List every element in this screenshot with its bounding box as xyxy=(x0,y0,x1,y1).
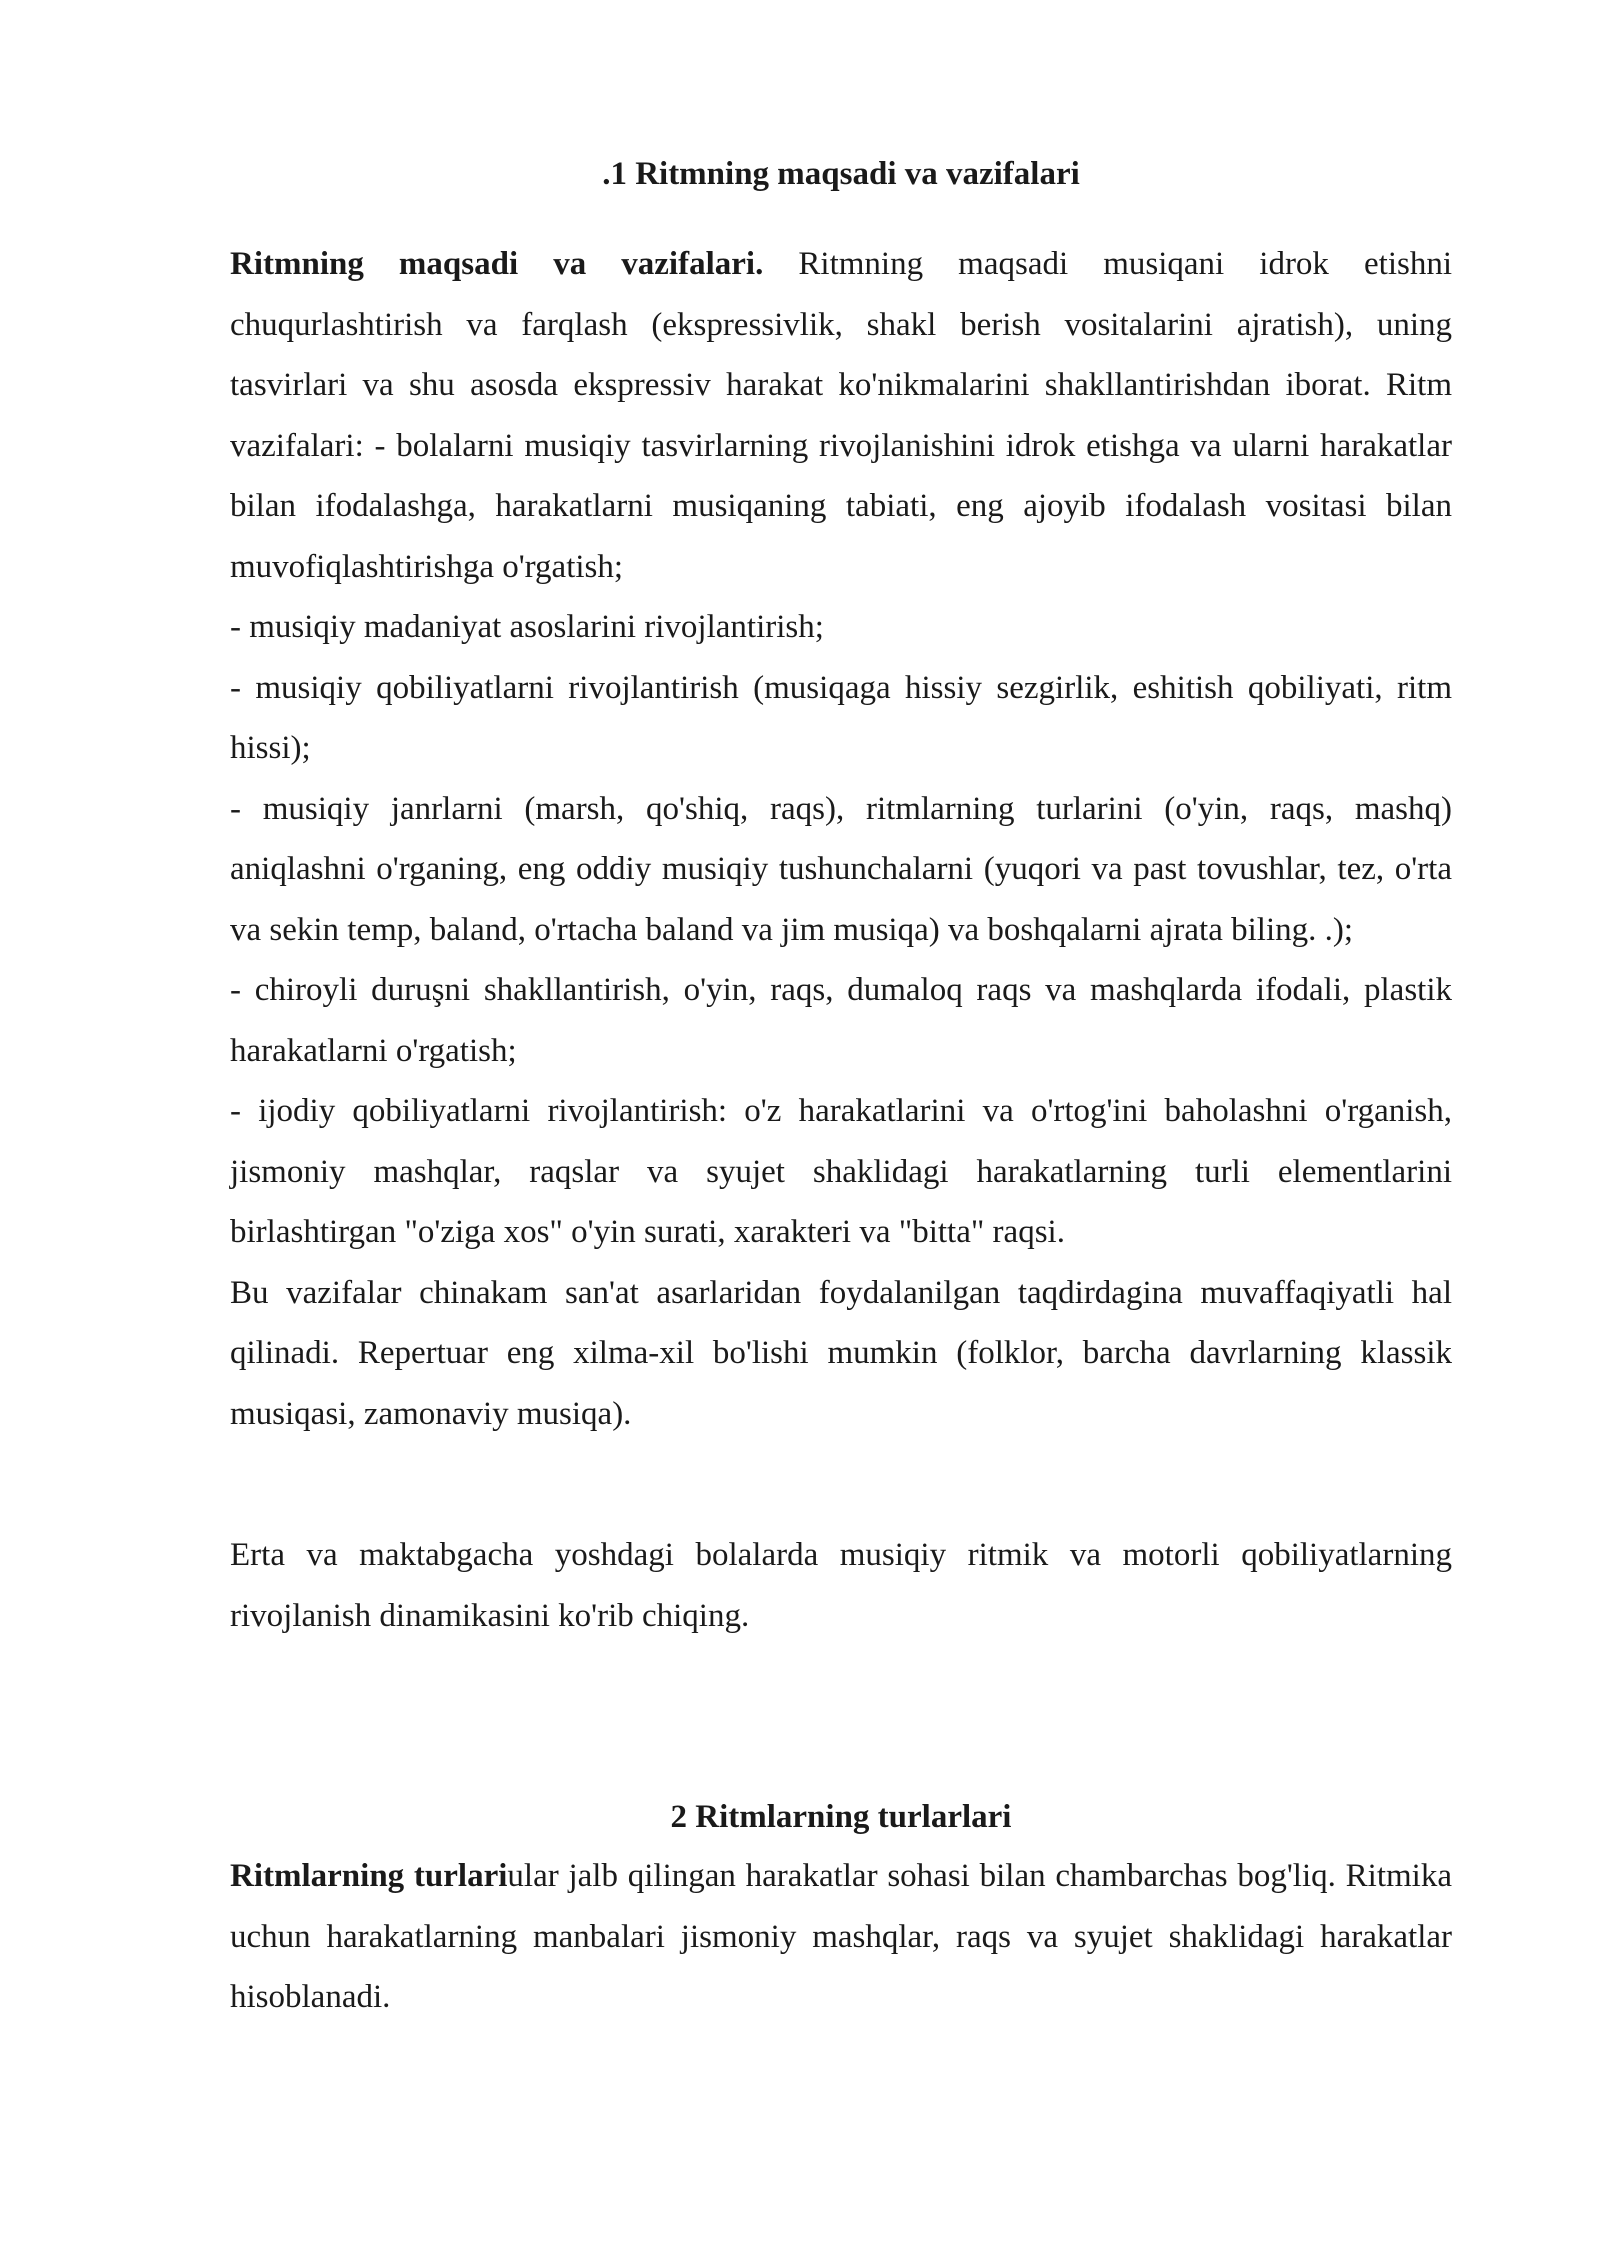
list-item: - ijodiy qobiliyatlarni rivojlantirish: o'z harakatlarini va o'rtog'ini baholashni o'rganish, jismoniy mashqlar, raqslar va syujet shaklidagi harakatlarning turli elementlarini birlashtirgan "o'ziga xos" o'yin surati, xarakteri va "bitta" raqsi. xyxy=(230,1093,1452,1250)
section-1-title: .1 Ritmning maqsadi va vazifalari xyxy=(602,156,1080,192)
section-1-closing xyxy=(230,1525,1452,1646)
section-2-paragraph xyxy=(230,1846,1452,2028)
section-2-title: 2 Ritmlarning turlarlari xyxy=(670,1799,1012,1835)
section-1-lead-bold: Ritmning maqsadi va vazifalari. xyxy=(230,246,764,282)
list-item: - musiqiy janrlarni (marsh, qo'shiq, raqs), ritmlarning turlarini (o'yin, raqs, mashq) aniqlashni o'rganing, eng oddiy musiqiy tushunchalarni (yuqori va past tovushlar, tez, o'rta va sekin temp, baland, o'rtacha baland va jim musiqa) va boshqalarni ajrata biling. .); xyxy=(230,790,1452,948)
section-2-lead-bold: Ritmlarning turlari xyxy=(230,1858,508,1894)
section-1-body xyxy=(230,234,1452,1444)
list-item: - musiqiy madaniyat asoslarini rivojlantirish; xyxy=(230,609,824,645)
section-2-body xyxy=(230,1846,1452,2028)
list-item: - chiroyli duruşni shakllantirish, o'yin, raqs, dumaloq raqs va mashqlarda ifodali, plastik harakatlarni o'rgatish; xyxy=(230,972,1452,1069)
list-item: Bu vazifalar chinakam san'at asarlaridan foydalanilgan taqdirdagina muvaffaqiyatli hal qilinadi. Repertuar eng xilma-xil bo'lishi mumkin (folklor, barcha davrlarning klassik musiqasi, zamonaviy musiqa). xyxy=(230,1274,1452,1432)
section-1-intro-paragraph xyxy=(230,234,1452,597)
section-1-lead-text: Ritmning maqsadi musiqani idrok etishni chuqurlashtirish va farqlash (ekspressivlik, shakl berish vositalarini ajratish), uning tasvirlari va shu asosda ekspressiv harakat ko'nikmalarini shakllantirishdan iborat. Ritm vazifalari: - bolalarni musiqiy tasvirlarning rivojlanishini idrok etishga va ularni harakatlar bilan ifodalashga, harakatlarni musiqaning tabiati, eng ajoyib ifodalash vositasi bilan muvofiqlashtirishga o'rgatish; xyxy=(230,246,1452,585)
section-2-lead-text: ular jalb qilingan harakatlar sohasi bilan chambarchas bog'liq. Ritmika uchun harakatlarning manbalari jismoniy mashqlar, raqs va syujet shaklidagi harakatlar hisoblanadi. xyxy=(230,1858,1452,2015)
closing-paragraph: Erta va maktabgacha yoshdagi bolalarda musiqiy ritmik va motorli qobiliyatlarning rivojlanish dinamikasini ko'rib chiqing. xyxy=(230,1537,1452,1634)
list-item: - musiqiy qobiliyatlarni rivojlantirish (musiqaga hissiy sezgirlik, eshitish qobiliyati, ritm hissi); xyxy=(230,669,1452,766)
